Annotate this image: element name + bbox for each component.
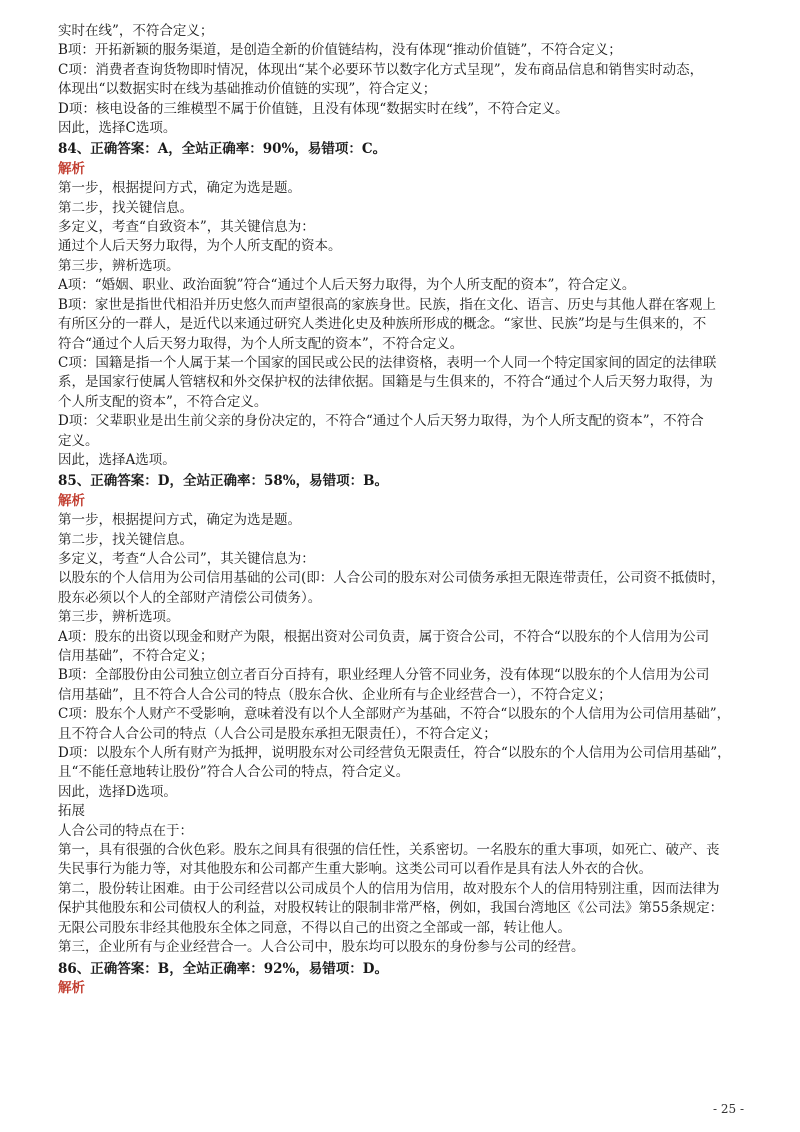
text-line: 第二步，找关键信息。 (58, 199, 193, 216)
text-line: 且不符合人合公司的特点（人合公司是股东承担无限责任），不符合定义； (58, 725, 497, 742)
text-line: 第三步，辨析选项。 (58, 609, 180, 626)
text-line: 个人所支配的资本”，不符合定义。 (58, 393, 268, 410)
text-line: 第二，股份转让困难。由于公司经营以公司成员个人的信用为信用，故对股东个人的信用特别注重，因而法律为 (58, 880, 720, 897)
text-line: B项：家世是指世代相沿并历史悠久而声望很高的家族身世。民族，指在文化、语言、历史与其他人群在客观上 (58, 296, 716, 313)
text-line: 第三，企业所有与企业经营合一。人合公司中，股东均可以股东的身份参与公司的经营。 (58, 939, 585, 956)
text-line: 且“不能任意地转让股份”符合人合公司的特点，符合定义。 (58, 764, 410, 781)
answer-header: 86、正确答案：B，全站正确率：92%，易错项：D。 (58, 960, 389, 977)
text-line: B项：开拓新颖的服务渠道，是创造全新的价值链结构，没有体现“推动价值链”，不符合定义； (58, 42, 622, 59)
text-line: 第一，具有很强的合伙色彩。股东之间具有很强的信任性，关系密切。一名股东的重大事项，如死亡、破产、丧 (58, 842, 720, 859)
text-line: 实时在线”，不符合定义； (58, 23, 214, 39)
text-line: 通过个人后天努力取得，为个人所支配的资本。 (58, 238, 342, 255)
text-line: 多定义，考查“自致资本”，其关键信息为： (58, 219, 315, 236)
text-line: 拓展 (58, 803, 85, 820)
text-line: 信用基础”，且不符合人合公司的特点（股东合伙、企业所有与企业经营合一），不符合定义； (58, 686, 612, 703)
text-line: C项：国籍是指一个人属于某一个国家的国民或公民的法律资格，表明一个人同一个特定国家间的固定的法律联 (58, 354, 717, 371)
text-line: 第三步，辨析选项。 (58, 257, 180, 274)
analysis-heading: 解析 (58, 160, 85, 177)
text-line: 因此，选择C选项。 (58, 120, 177, 137)
text-line: 系，是国家行使属人管辖权和外交保护权的法律依据。国籍是与生俱来的，不符合“通过个人后天努力取得，为 (58, 374, 713, 391)
text-line: 因此，选择D选项。 (58, 783, 177, 800)
text-line: 人合公司的特点在于： (58, 822, 193, 839)
text-line: B项：全部股份由公司独立创立者百分百持有，职业经理人分管不同业务，没有体现“以股东的个人信用为公司 (58, 667, 710, 684)
text-line: C项：股东个人财产不受影响，意味着没有以个人全部财产为基础，不符合“以股东的个人信用为公司信用基础”， (58, 706, 731, 723)
text-line: 第一步，根据提问方式，确定为选是题。 (58, 180, 301, 197)
text-line: A项：股东的出资以现金和财产为限，根据出资对公司负责，属于资合公司，不符合“以股东的个人信用为公司 (58, 628, 710, 645)
text-line: 符合“通过个人后天努力取得，为个人所支配的资本”，不符合定义。 (58, 335, 464, 352)
text-line: 保护其他股东和公司债权人的利益，对股权转让的限制非常严格，例如，我国台湾地区《公司法》第55条规定： (58, 900, 724, 917)
text-line: 以股东的个人信用为公司信用基础的公司(即：人合公司的股东对公司债务承担无限连带责任，公司资不抵债时， (58, 570, 725, 587)
text-line: A项：“婚姻、职业、政治面貌”符合“通过个人后天努力取得，为个人所支配的资本”，符合定义。 (58, 277, 636, 294)
text-line: 信用基础”，不符合定义； (58, 648, 214, 664)
text-line: D项：父辈职业是出生前父亲的身份决定的，不符合“通过个人后天努力取得，为个人所支配的资本”，不符合 (58, 413, 704, 430)
text-line: 体现出“以数据实时在线为基础推动价值链的实现”，符合定义； (58, 81, 437, 98)
text-line: D项：核电设备的三维模型不属于价值链，且没有体现“数据实时在线”，不符合定义。 (58, 100, 569, 117)
text-line: 因此，选择A选项。 (58, 451, 176, 468)
analysis-heading: 解析 (58, 492, 85, 509)
text-line: D项：以股东个人所有财产为抵押，说明股东对公司经营负无限责任，符合“以股东的个人信用为公司信用基础”， (58, 745, 731, 762)
page-number: - 25 - (712, 1102, 744, 1116)
answer-explanations (58, 22, 758, 998)
text-line: C项：消费者查询货物即时情况，体现出“某个必要环节以数字化方式呈现”，发布商品信息和销售实时动态， (58, 61, 704, 78)
text-line: 多定义，考查“人合公司”，其关键信息为： (58, 550, 315, 567)
text-line: 第二步，找关键信息。 (58, 531, 193, 548)
answer-header: 85、正确答案：D，全站正确率：58%，易错项：B。 (58, 473, 389, 490)
text-line: 无限公司股东非经其他股东全体之同意，不得以自己的出资之全部或一部，转让他人。 (58, 919, 571, 936)
text-line: 有所区分的一群人，是近代以来通过研究人类进化史及种族所形成的概念。“家世、民族”均是与生俱来的，不 (58, 316, 707, 333)
analysis-heading: 解析 (58, 979, 85, 996)
text-line: 第一步，根据提问方式，确定为选是题。 (58, 512, 301, 529)
answer-header: 84、正确答案：A，全站正确率：90%，易错项：C。 (58, 141, 387, 158)
text-line: 定义。 (58, 432, 99, 449)
text-line: 失民事行为能力等，对其他股东和公司都产生重大影响。这类公司可以看作是具有法人外衣的合伙。 (58, 861, 652, 878)
text-line: 股东必须以个人的全部财产清偿公司债务）。 (58, 589, 322, 606)
